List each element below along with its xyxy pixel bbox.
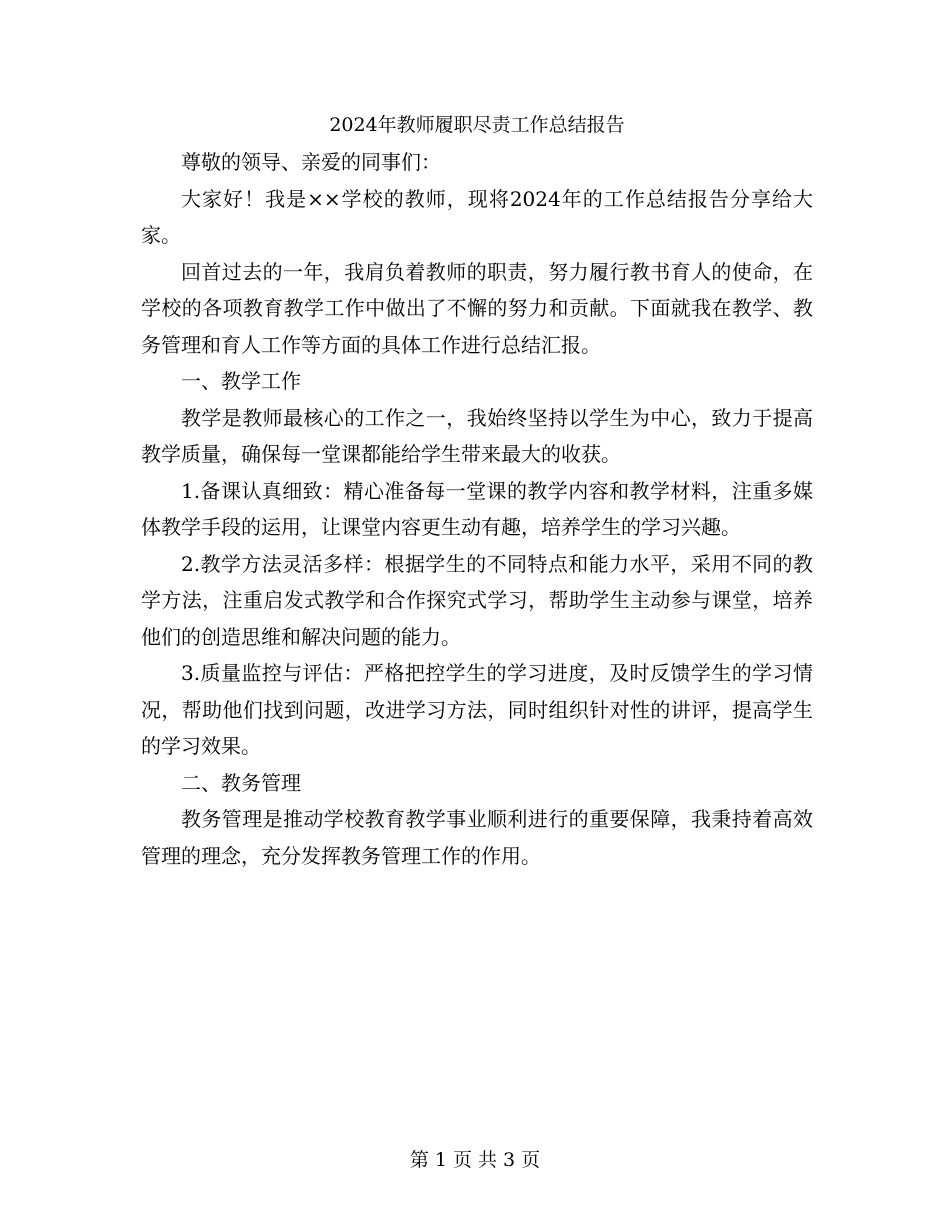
- list-item-lesson-prep: 1.备课认真细致：精心准备每一堂课的教学内容和教学材料，注重多媒体教学手段的运用，让课堂内容更生动有趣，培养学生的学习兴趣。: [141, 478, 813, 539]
- document-title: 2024年教师履职尽责工作总结报告: [329, 114, 625, 136]
- list-item-teaching-methods: 2.教学方法灵活多样：根据学生的不同特点和能力水平，采用不同的教学方法，注重启发式教学和合作探究式学习，帮助学生主动参与课堂，培养他们的创造思维和解决问题的能力。: [141, 551, 813, 649]
- section-heading-admin: 二、教务管理: [181, 770, 301, 795]
- document-body: [141, 106, 813, 874]
- paragraph-teaching-intro: 教学是教师最核心的工作之一，我始终坚持以学生为中心，致力于提高教学质量，确保每一堂课都能给学生带来最大的收获。: [141, 405, 813, 466]
- section-heading-teaching: 一、教学工作: [181, 369, 301, 393]
- paragraph-admin-intro: 教务管理是推动学校教育教学事业顺利进行的重要保障，我秉持着高效管理的理念，充分发挥教务管理工作的作用。: [141, 807, 813, 868]
- list-item-quality-monitoring: 3.质量监控与评估：严格把控学生的学习进度，及时反馈学生的学习情况，帮助他们找到问题，改进学习方法，同时组织针对性的讲评，提高学生的学习效果。: [141, 661, 813, 758]
- paragraph-greeting: 大家好！我是××学校的教师，现将2024年的工作总结报告分享给大家。: [141, 186, 813, 247]
- page-number: 第 1 页 共 3 页: [409, 1149, 541, 1171]
- salutation: 尊敬的领导、亲爱的同事们：: [181, 150, 441, 174]
- paragraph-review: 回首过去的一年，我肩负着教师的职责，努力履行教书育人的使命，在学校的各项教育教学工作中做出了不懈的努力和贡献。下面就我在教学、教务管理和育人工作等方面的具体工作进行总结汇报。: [141, 259, 813, 357]
